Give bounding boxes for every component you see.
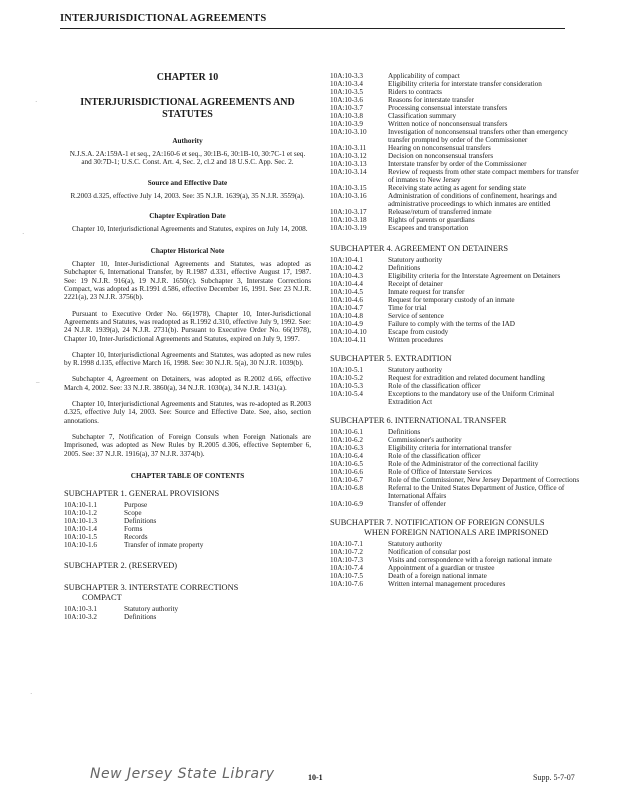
margin-mark: · (35, 98, 38, 106)
toc-row (330, 304, 580, 312)
toc-row (64, 541, 311, 549)
section-number: 10A:10-3.4 (330, 80, 363, 88)
section-number: 10A:10-5.2 (330, 374, 363, 382)
subchapter-heading-text: SUBCHAPTER 5. EXTRADITION (330, 354, 452, 363)
section-number: 10A:10-6.7 (330, 476, 363, 484)
toc-row (330, 288, 580, 296)
section-number: 10A:10-5.3 (330, 382, 363, 390)
history-paragraph: Pursuant to Executive Order No. 66(1978), Chapter 10, Inter-Jurisdictional Agreements and Statutes, was readopted as R.1992 d.310, effective July 9, 1992. See: 24 N.J.R. 1939(a), 24 N.J.R. 2731(b). Pursuant to Executive Order No. 66(1978), Chapter 10, Inter-Jurisdictional Agreements and Statutes, expired on July 9, 1997. (64, 309, 311, 343)
section-number: 10A:10-6.2 (330, 436, 363, 444)
section-title: Records (124, 532, 148, 541)
section-number: 10A:10-4.10 (330, 328, 367, 336)
section-number: 10A:10-4.1 (330, 256, 363, 264)
toc-row (330, 476, 580, 484)
toc-row (330, 460, 580, 468)
section-number: 10A:10-3.18 (330, 216, 367, 224)
section-number: 10A:10-4.2 (330, 264, 363, 272)
section-number: 10A:10-3.15 (330, 184, 367, 192)
subchapter-heading (330, 354, 580, 364)
section-title: Role of Office of Interstate Services (388, 468, 492, 476)
toc-row (64, 509, 311, 517)
subchapter-heading (330, 518, 580, 538)
section-number: 10A:10-4.8 (330, 312, 363, 320)
toc-row (330, 390, 580, 406)
section-number: 10A:10-7.5 (330, 572, 363, 580)
history-paragraph: Subchapter 4, Agreement on Detainers, was adopted as R.2002 d.66, effective March 4, 2002. See: 33 N.J.R. 3860(a), 34 N.J.R. 1030(a), 34 N.J.R. 1431(a). (64, 375, 311, 392)
section-title: Failure to comply with the terms of the IAD (388, 320, 515, 328)
library-watermark: New Jersey State Library (90, 766, 275, 782)
section-title: Statutory authority (388, 256, 443, 264)
section-title: Notification of consular post (388, 548, 471, 556)
toc-row (330, 104, 580, 112)
toc-row (330, 144, 580, 152)
section-number: 10A:10-3.5 (330, 88, 363, 96)
section-title: Applicability of compact (388, 72, 460, 80)
history-paragraph: Subchapter 7, Notification of Foreign Consuls when Foreign Nationals are Imprisoned, was adopted as New Rules by R.2005 d.306, effective September 6, 2005. See: 37 N.J.R. 1916(a), 37 N.J.R. 3374(b). (64, 432, 311, 458)
section-number: 10A:10-3.8 (330, 112, 363, 120)
supplement-date: Supp. 5-7-07 (533, 773, 575, 782)
toc-row (64, 501, 311, 509)
toc-row (330, 556, 580, 564)
section-title: Escape from custody (388, 328, 449, 336)
toc-title: CHAPTER TABLE OF CONTENTS (130, 471, 245, 480)
section-title: Time for trial (388, 304, 427, 312)
section-number: 10A:10-6.9 (330, 500, 363, 508)
toc-row (330, 374, 580, 382)
left-column (64, 72, 311, 621)
section-number: 10A:10-3.11 (330, 144, 367, 152)
expiration-title: Chapter Expiration Date (149, 211, 226, 220)
margin-mark: · (22, 230, 25, 238)
subchapter-heading-text: SUBCHAPTER 2. (RESERVED) (64, 560, 178, 570)
toc-row (330, 312, 580, 320)
toc-row (330, 540, 580, 548)
authority-title: Authority (172, 137, 203, 145)
toc-row (330, 500, 580, 508)
toc-row (330, 468, 580, 476)
authority-text: N.J.S.A. 2A:159A-1 et seq., 2A:160-6 et seq., 30:1B-6, 30:1B-10, 30:7C-1 et seq. and 30:7D-1; U.S.C. Const. Art. 4, Sec. 2, cl.2 and 18 U.S.C. App. Sec. 2. (69, 150, 306, 167)
section-title: Visits and correspondence with a foreign national inmate (388, 556, 552, 564)
toc-row (330, 112, 580, 120)
section-number: 10A:10-3.1 (64, 604, 97, 613)
section-number: 10A:10-1.2 (64, 508, 97, 517)
subchapter-heading (330, 244, 580, 254)
section-number: 10A:10-3.3 (330, 72, 363, 80)
subchapter-toc-table (330, 366, 580, 406)
section-title: Purpose (124, 500, 148, 509)
subchapter-heading (330, 416, 580, 426)
toc-row (330, 192, 580, 208)
source-title: Source and Effective Date (147, 178, 228, 187)
section-title: Role of the classification officer (388, 452, 481, 460)
subchapter-heading-text: SUBCHAPTER 4. AGREEMENT ON DETAINERS (330, 244, 509, 253)
section-number: 10A:10-4.11 (330, 336, 367, 344)
header-rule (60, 28, 565, 29)
section-number: 10A:10-5.4 (330, 390, 363, 398)
section-number: 10A:10-6.1 (330, 428, 363, 436)
section-title: Scope (124, 508, 142, 517)
section-title: Written internal management procedures (388, 580, 506, 588)
toc-row (330, 88, 580, 96)
section-title: Role of the Administrator of the correctional facility (388, 460, 539, 468)
section-title: Riders to contracts (388, 88, 442, 96)
section-title: Definitions (388, 264, 421, 272)
section-title: Request for extradition and related document handling (388, 374, 545, 382)
toc-row (330, 548, 580, 556)
section-title: Written procedures (388, 336, 443, 344)
subchapter-toc-table (64, 501, 311, 549)
section-title: Referral to the United States Department of Justice, Office of International Affairs (388, 484, 565, 500)
section-number: 10A:10-1.6 (64, 540, 97, 549)
history-notes (64, 260, 311, 458)
section-title: Role of the classification officer (388, 382, 481, 390)
toc-row (330, 280, 580, 288)
section-number: 10A:10-3.13 (330, 160, 367, 168)
toc-row (64, 525, 311, 533)
toc-row (330, 296, 580, 304)
section-number: 10A:10-7.3 (330, 556, 363, 564)
right-subchapter-list (330, 244, 580, 588)
section-number: 10A:10-3.17 (330, 208, 367, 216)
toc-row (330, 328, 580, 336)
section-number: 10A:10-1.3 (64, 516, 97, 525)
section-number: 10A:10-6.5 (330, 460, 363, 468)
toc-row (330, 80, 580, 88)
section-number: 10A:10-3.9 (330, 120, 363, 128)
section-number: 10A:10-3.14 (330, 168, 367, 176)
section-title: Escapees and transportation (388, 224, 469, 232)
margin-mark: · (30, 690, 33, 698)
subchapter-heading-text: SUBCHAPTER 1. GENERAL PROVISIONS (64, 488, 220, 498)
toc-row (330, 320, 580, 328)
section-number: 10A:10-4.3 (330, 272, 363, 280)
section-number: 10A:10-5.1 (330, 366, 363, 374)
subchapter-toc-table (330, 256, 580, 344)
section-title: Written notice of nonconsensual transfers (388, 120, 508, 128)
section-title: Statutory authority (388, 540, 443, 548)
section-number: 10A:10-6.8 (330, 484, 363, 492)
page-number: 10-1 (308, 773, 323, 782)
section-title: Release/return of transferred inmate (388, 208, 492, 216)
section-title: Appointment of a guardian or trustee (388, 564, 495, 572)
subchapter-heading-text: SUBCHAPTER 3. INTERSTATE CORRECTIONS (64, 582, 239, 592)
section-title: Service of sentence (388, 312, 444, 320)
section-title: Eligibility criteria for the Interstate Agreement on Detainers (388, 272, 561, 280)
section-title: Inmate request for transfer (388, 288, 465, 296)
history-paragraph: Chapter 10, Interjurisdictional Agreements and Statutes, was adopted as new rules by R.1998 d.135, effective March 16, 1998. See: 30 N.J.R. 5(a), 30 N.J.R. 1039(b). (64, 350, 311, 368)
section-title: Receiving state acting as agent for sending state (388, 184, 526, 192)
section-title: Reasons for interstate transfer (388, 96, 475, 104)
left-subchapter-list (64, 489, 311, 621)
toc-row (330, 208, 580, 216)
toc-row (64, 605, 311, 613)
history-paragraph: Chapter 10, Inter-Jurisdictional Agreements and Statutes, was adopted as Subchapter 6, International Transfer, by R.1987 d.331, effective August 17, 1987. See: 19 N.J.R. 916(a), 19 N.J.R. 1650(c). Subchapter 3, Interstate Corrections Compact, was adopted as R.1991 d.586, effective December 16, 1991. See: 23 N.J.R. 2221(a), 23 N.J.R. 3756(b). (64, 260, 311, 302)
toc-row (330, 128, 580, 144)
section-title: Processing consensual interstate transfers (388, 104, 508, 112)
toc-row (330, 120, 580, 128)
section-title: Classification summary (388, 112, 457, 120)
toc-row (330, 168, 580, 184)
history-title: Chapter Historical Note (150, 247, 225, 256)
toc-row (330, 184, 580, 192)
section-number: 10A:10-4.5 (330, 288, 363, 296)
section-number: 10A:10-7.1 (330, 540, 363, 548)
section-title: Definitions (124, 516, 157, 525)
expiration-text: Chapter 10, Interjurisdictional Agreements and Statutes, expires on July 14, 2008. (72, 224, 308, 233)
subchapter-toc-table (330, 428, 580, 508)
margin-mark: – (36, 378, 40, 386)
right-column (330, 72, 580, 588)
section-number: 10A:10-7.6 (330, 580, 363, 588)
section-title: Exceptions to the mandatory use of the Uniform Criminal Extradition Act (388, 390, 555, 406)
section-number: 10A:10-3.7 (330, 104, 363, 112)
history-paragraph: Chapter 10, Interjurisdictional Agreements and Statutes, was re-adopted as R.2003 d.325, effective July 14, 2003. See: Source and Effective Date. See, also, section annotations. (64, 400, 311, 425)
toc-row (330, 452, 580, 460)
section-title: Request for temporary custody of an inmate (388, 296, 515, 304)
section-number: 10A:10-7.4 (330, 564, 363, 572)
subchapter-heading-continued: COMPACT (82, 592, 122, 602)
toc-row (330, 580, 580, 588)
toc-row (330, 224, 580, 232)
toc-row (64, 517, 311, 525)
toc-row (330, 264, 580, 272)
subchapter-heading-continued: WHEN FOREIGN NATIONALS ARE IMPRISONED (364, 528, 549, 537)
section-number: 10A:10-6.6 (330, 468, 363, 476)
section-title: Hearing on nonconsensual transfers (388, 144, 491, 152)
toc-row (330, 564, 580, 572)
section-title: Role of the Commissioner, New Jersey Department of Corrections (388, 476, 580, 484)
section-title: Forms (124, 524, 143, 533)
section-number: 10A:10-1.4 (64, 524, 97, 533)
toc-row (330, 160, 580, 168)
toc-row (64, 533, 311, 541)
section-number: 10A:10-1.5 (64, 532, 97, 541)
toc-row (330, 428, 580, 436)
section-title: Investigation of nonconsensual transfers other than emergency transfer prompted by order of the Commissioner (388, 128, 568, 144)
section-number: 10A:10-4.6 (330, 296, 363, 304)
section-number: 10A:10-4.9 (330, 320, 363, 328)
section-number: 10A:10-3.19 (330, 224, 367, 232)
section-number: 10A:10-4.4 (330, 280, 363, 288)
section-number: 10A:10-4.7 (330, 304, 363, 312)
toc-row (330, 256, 580, 264)
running-head: INTERJURISDICTIONAL AGREEMENTS (60, 13, 267, 24)
section-title: Interstate transfer by order of the Commissioner (388, 160, 527, 168)
section-number: 10A:10-3.2 (64, 612, 97, 621)
section-title: Review of requests from other state compact members for transfer of inmates to New Jersey (388, 168, 579, 184)
section-title: Definitions (124, 612, 157, 621)
subchapter-heading-text: SUBCHAPTER 6. INTERNATIONAL TRANSFER (330, 416, 507, 425)
section-title: Eligibility criteria for interstate transfer consideration (388, 80, 542, 88)
toc-row (330, 152, 580, 160)
toc-row (330, 72, 580, 80)
section-number: 10A:10-6.3 (330, 444, 363, 452)
section-title: Decision on nonconsensual transfers (388, 152, 494, 160)
section-title: Definitions (388, 428, 421, 436)
subchapter-heading (64, 583, 311, 603)
subchapter-heading (64, 489, 311, 499)
section-number: 10A:10-3.6 (330, 96, 363, 104)
section-title: Rights of parents or guardians (388, 216, 475, 224)
section-title: Statutory authority (124, 604, 179, 613)
section-title: Administration of conditions of confinement, hearings and administrative proceedings to which inmates are entitled (388, 192, 557, 208)
toc-row (330, 572, 580, 580)
toc-row (330, 382, 580, 390)
subchapter-3-continued-table (330, 72, 580, 232)
toc-row (330, 272, 580, 280)
toc-row (330, 336, 580, 344)
toc-row (330, 444, 580, 452)
section-title: Commissioner's authority (388, 436, 462, 444)
section-number: 10A:10-6.4 (330, 452, 363, 460)
section-title: Transfer of inmate property (124, 540, 204, 549)
section-number: 10A:10-7.2 (330, 548, 363, 556)
section-number: 10A:10-3.10 (330, 128, 367, 136)
section-title: Receipt of detainer (388, 280, 443, 288)
section-number: 10A:10-1.1 (64, 500, 97, 509)
section-title: Eligibility criteria for international transfer (388, 444, 512, 452)
subchapter-heading (64, 561, 311, 571)
toc-row (64, 613, 311, 621)
chapter-label: CHAPTER 10 (156, 72, 219, 83)
toc-row (330, 96, 580, 104)
toc-row (330, 436, 580, 444)
section-title: Statutory authority (388, 366, 443, 374)
subchapter-toc-table (330, 540, 580, 588)
section-title: Death of a foreign national inmate (388, 572, 487, 580)
chapter-name: INTERJURISDICTIONAL AGREEMENTS AND STATUTES (80, 97, 295, 120)
source-text: R.2003 d.325, effective July 14, 2003. See: 35 N.J.R. 1639(a), 35 N.J.R. 3559(a). (70, 191, 305, 200)
section-number: 10A:10-3.12 (330, 152, 367, 160)
subchapter-heading-text: SUBCHAPTER 7. NOTIFICATION OF FOREIGN CONSULS (330, 518, 545, 527)
toc-row (330, 216, 580, 224)
section-title: Transfer of offender (388, 500, 446, 508)
section-number: 10A:10-3.16 (330, 192, 367, 200)
toc-row (330, 484, 580, 500)
toc-row (330, 366, 580, 374)
subchapter-toc-table (64, 605, 311, 621)
